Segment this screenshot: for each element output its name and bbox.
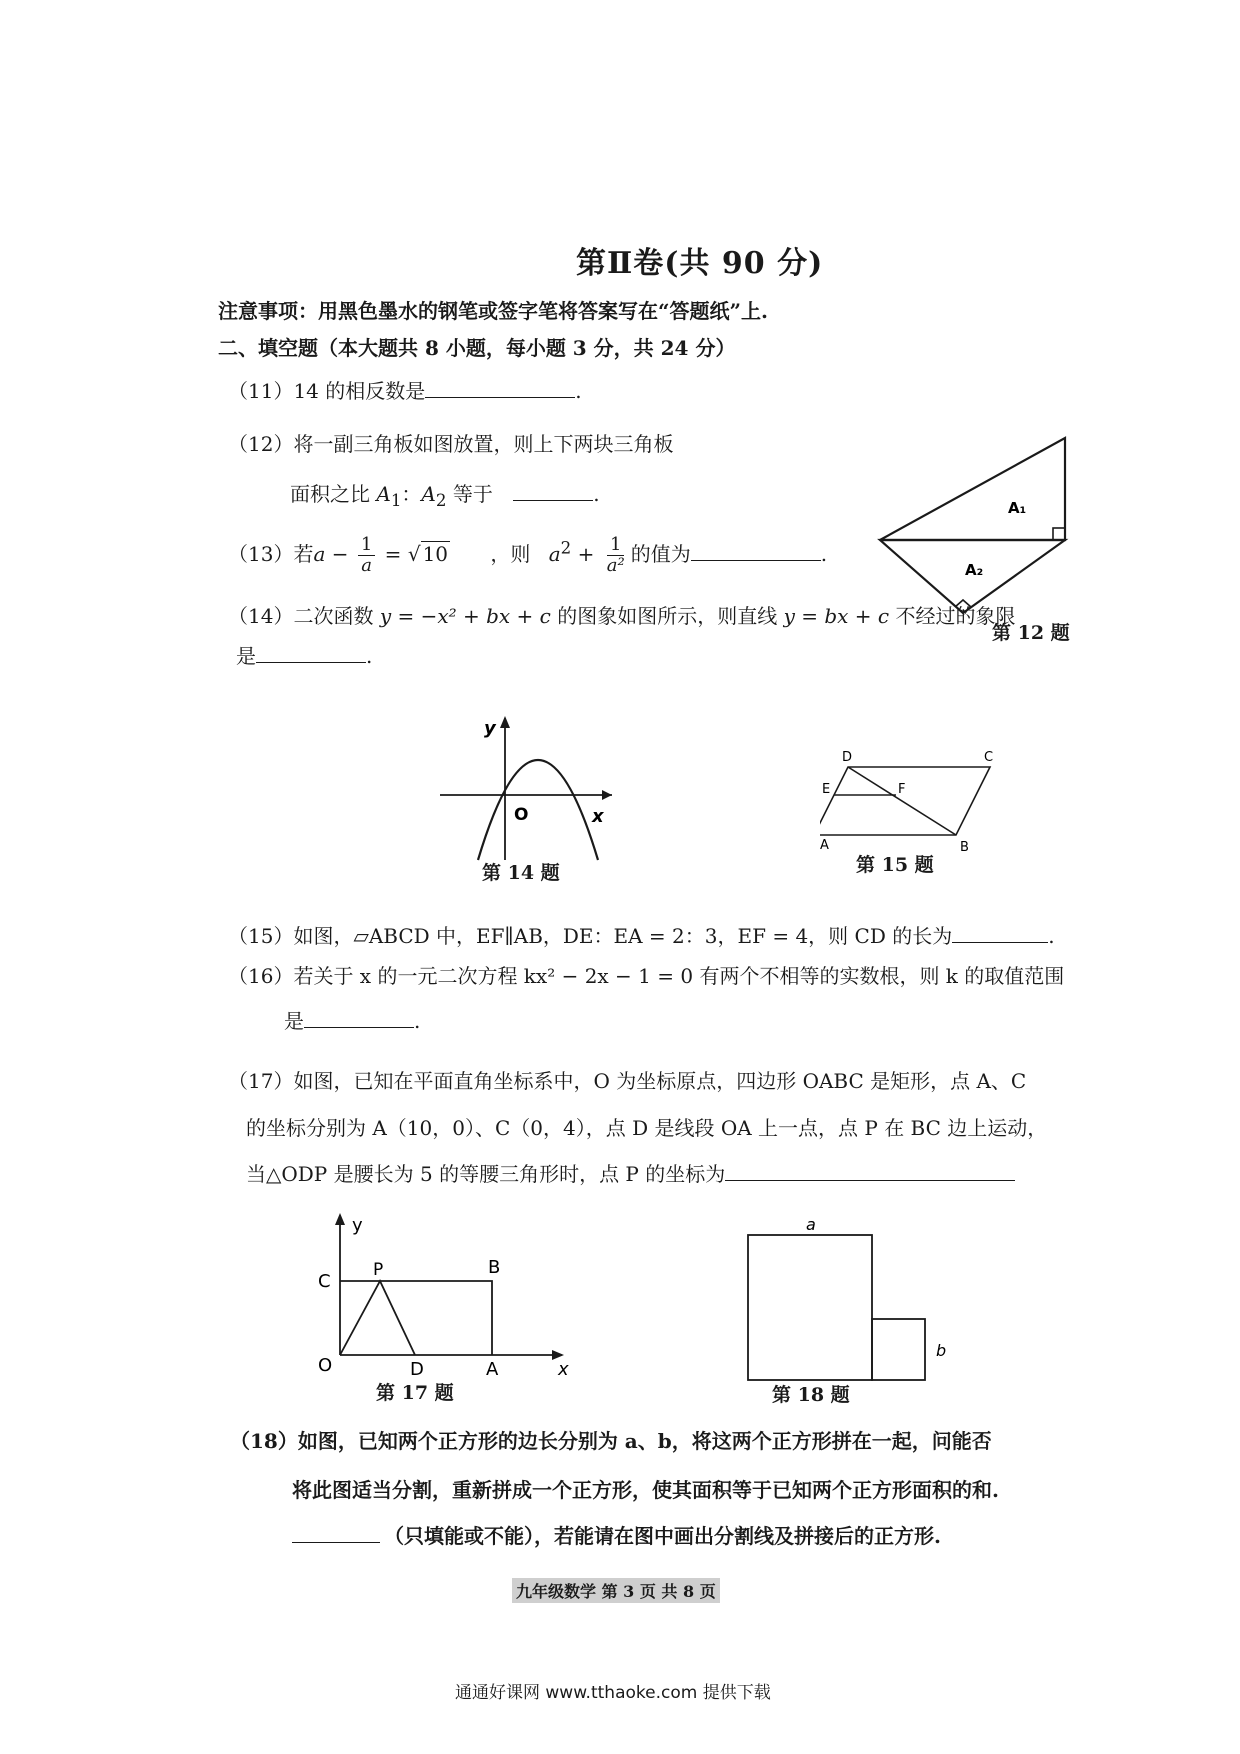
answer-blank[interactable] [725,1162,1015,1181]
label-x: x [558,1359,569,1375]
right-angle-mark [1053,528,1065,540]
question-text: 不经过的象限 [889,604,1016,628]
punct: . [366,644,373,668]
question-text: 若关于 x 的一元二次方程 kx² − 2x − 1 = 0 有两个不相等的实数根，则 k 的取值范围 [293,964,1065,988]
answer-blank[interactable] [691,542,821,561]
question-number: （12） [228,432,294,456]
fraction-one-over-a2 [604,535,628,576]
question-18-line-1 [230,1425,992,1454]
label-a1: A₁ [1008,499,1027,517]
label-b: b [936,1341,947,1360]
punct: . [575,379,582,403]
label-o: O [318,1355,333,1375]
question-number: （11） [228,379,294,403]
download-footer: 通通好课网 www.tthaoke.com 提供下载 [455,1683,771,1703]
denominator: a² [606,555,625,576]
question-text: 将一副三角板如图放置，则上下两块三角板 [293,432,674,456]
question-text: 当△ODP 是腰长为 5 的等腰三角形时，点 P 的坐标为 [246,1162,726,1186]
figure-14 [430,710,620,870]
question-text: ，则 [490,542,531,566]
punct: . [1048,924,1055,948]
question-text: 的值为 [630,542,691,566]
question-17-line-2: 的坐标分别为 A（10，0）、C（0，4），点 D 是线段 OA 上一点，点 P 在 BC 边上运动， [246,1116,1048,1140]
answer-blank[interactable] [256,644,366,663]
rectangle-oabc [340,1281,492,1355]
caption-18: 第 18 题 [772,1384,850,1406]
operator: + [571,542,601,566]
formula: y = bx + c [783,604,890,628]
label-origin: O [514,805,529,825]
label-d: D [410,1359,424,1375]
answer-blank[interactable] [304,1009,414,1028]
caption-15: 第 15 题 [856,854,934,876]
radicand: 10 [422,542,449,566]
square-b [872,1319,925,1380]
question-16-line-2 [284,1005,420,1034]
operator: − [325,542,355,566]
numerator: 1 [607,535,624,556]
figure-18 [730,1215,960,1385]
var-a1: A [376,482,391,506]
question-13 [228,535,827,576]
question-text: 等于 [446,482,493,506]
label-f: F [898,782,906,797]
question-number: （17） [228,1069,294,1093]
parallelogram-abcd [820,767,990,835]
question-17-line-3 [246,1158,1015,1187]
question-text: 若 [293,542,314,566]
label-b: B [488,1257,501,1278]
label-e: E [822,782,831,797]
colon: ： [401,482,422,506]
var-a: a [548,542,561,566]
denominator: a [361,555,372,576]
label-c: C [318,1271,331,1292]
x-axis-arrow-icon [602,790,612,800]
notice: 注意事项：用黑色墨水的钢笔或签字笔将答案写在“答题纸”上. [218,299,768,323]
question-text: 如图，已知在平面直角坐标系中，O 为坐标原点，四边形 OABC 是矩形，点 A、C [293,1069,1027,1093]
page-title: 第Ⅱ卷(共 90 分) [576,246,824,281]
label-a: a [806,1215,816,1234]
question-number: （13） [228,542,294,566]
page-footer: 九年级数学 第 3 页 共 8 页 [512,1578,720,1603]
square-a [748,1235,872,1380]
subscript: 2 [435,491,447,510]
question-text: 如图，已知两个正方形的边长分别为 a、b，将这两个正方形拼在一起，问能否 [297,1429,992,1453]
punct: . [414,1009,421,1033]
upper-triangle [880,438,1065,540]
question-text: 14 的相反数是 [293,379,426,403]
question-18-line-3 [292,1520,941,1549]
label-a: A [486,1359,499,1375]
numerator: 1 [358,535,375,556]
figure-17 [310,1205,580,1375]
question-number: （18） [230,1429,298,1453]
question-17-line-1 [228,1065,1026,1094]
figure-15 [820,745,1000,855]
punct: . [820,542,828,566]
parabola [478,760,598,860]
question-18-line-2: 将此图适当分割，重新拼成一个正方形，使其面积等于已知两个正方形面积的和. [292,1478,999,1502]
label-a2: A₂ [965,561,984,579]
question-number: （14） [228,604,294,628]
subscript: 1 [390,491,402,510]
caption-14: 第 14 题 [482,862,560,884]
section-heading: 二、填空题（本大题共 8 小题，每小题 3 分，共 24 分） [218,336,736,360]
question-15 [228,920,1055,949]
y-axis-arrow-icon [335,1213,345,1225]
question-number: （16） [228,964,294,988]
superscript: 2 [560,538,572,558]
question-text: 的图象如图所示，则直线 [550,604,784,628]
question-text: 如图，▱ABCD 中，EF∥AB，DE：EA = 2：3，EF = 4，则 CD 的长为 [293,924,953,948]
question-14-line-1 [228,600,1015,629]
diagonal-db [848,767,956,835]
caption-17: 第 17 题 [376,1382,454,1404]
var-a2: A [421,482,436,506]
label-x: x [592,806,604,827]
answer-blank[interactable] [292,1524,380,1543]
label-d: D [842,750,853,765]
triangle-odp [340,1281,415,1355]
question-text: （只填能或不能），若能请在图中画出分割线及拼接后的正方形. [384,1524,941,1548]
question-text: 是 [236,644,256,668]
question-12-line-2 [290,478,600,510]
label-a: A [820,838,829,853]
question-14-line-2 [236,640,372,669]
answer-blank[interactable] [952,924,1048,943]
label-p: P [373,1260,384,1280]
fraction-one-over-a [358,535,375,576]
question-text: 是 [284,1009,304,1033]
answer-blank[interactable] [425,379,575,398]
label-y: y [352,1215,363,1236]
label-y: y [484,718,496,739]
y-axis-arrow-icon [500,716,510,728]
question-16-line-1 [228,960,1064,989]
question-text: 二次函数 [293,604,380,628]
question-12-line-1 [228,428,673,457]
operator: = [378,542,408,566]
label-c: C [984,750,994,765]
punct: . [593,482,600,506]
var-a: a [313,542,326,566]
question-11 [228,375,582,404]
question-text: 面积之比 [290,482,377,506]
answer-blank[interactable] [513,482,593,501]
question-number: （15） [228,924,294,948]
label-b: B [960,840,969,855]
formula: y = −x² + bx + c [379,604,551,628]
caption-12: 第 12 题 [992,622,1070,644]
sqrt-icon: √ [407,542,421,566]
